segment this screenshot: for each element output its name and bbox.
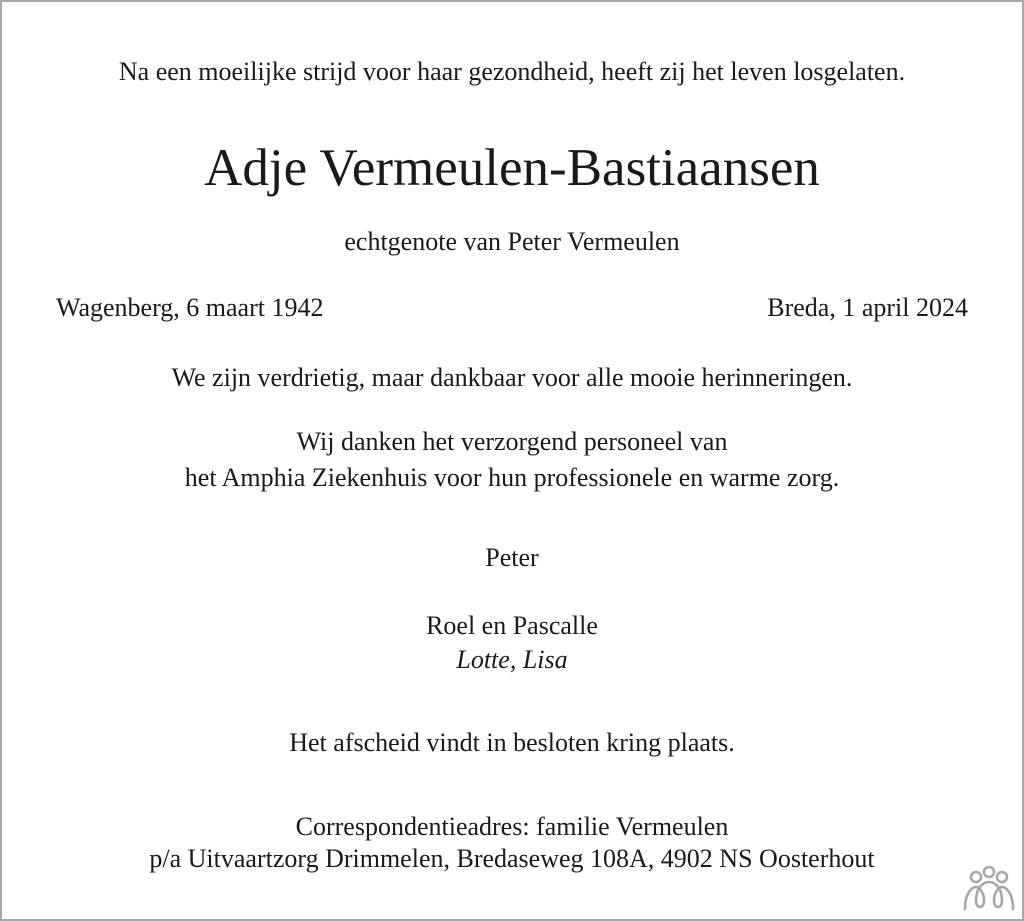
family-spouse: Peter <box>485 543 539 572</box>
message-text: We zijn verdrietig, maar dankbaar voor alle mooie herinneringen. <box>171 363 853 392</box>
family-grandchildren: Lotte, Lisa <box>456 645 568 674</box>
address-line-1: Correspondentieadres: familie Vermeulen <box>295 812 729 841</box>
birth-info: Wagenberg, 6 maart 1942 <box>56 293 324 322</box>
intro-text: Na een moeilijke strijd voor haar gezondheid, heeft zij het leven losgelaten. <box>118 57 906 86</box>
family-children: Roel en Pascalle <box>426 611 598 640</box>
farewell-text: Het afscheid vindt in besloten kring plaats. <box>289 728 735 757</box>
thanks-line-2: het Amphia Ziekenhuis voor hun professionele en warme zorg. <box>184 463 840 492</box>
thanks-line-1: Wij danken het verzorgend personeel van <box>296 427 728 456</box>
deceased-name: Adje Vermeulen-Bastiaansen <box>204 139 820 197</box>
people-group-icon <box>962 863 1016 913</box>
relation-text: echtgenote van Peter Vermeulen <box>344 227 680 256</box>
address-line-2: p/a Uitvaartzorg Drimmelen, Bredaseweg 108A, 4902 NS Oosterhout <box>149 844 875 873</box>
death-info: Breda, 1 april 2024 <box>767 293 968 322</box>
